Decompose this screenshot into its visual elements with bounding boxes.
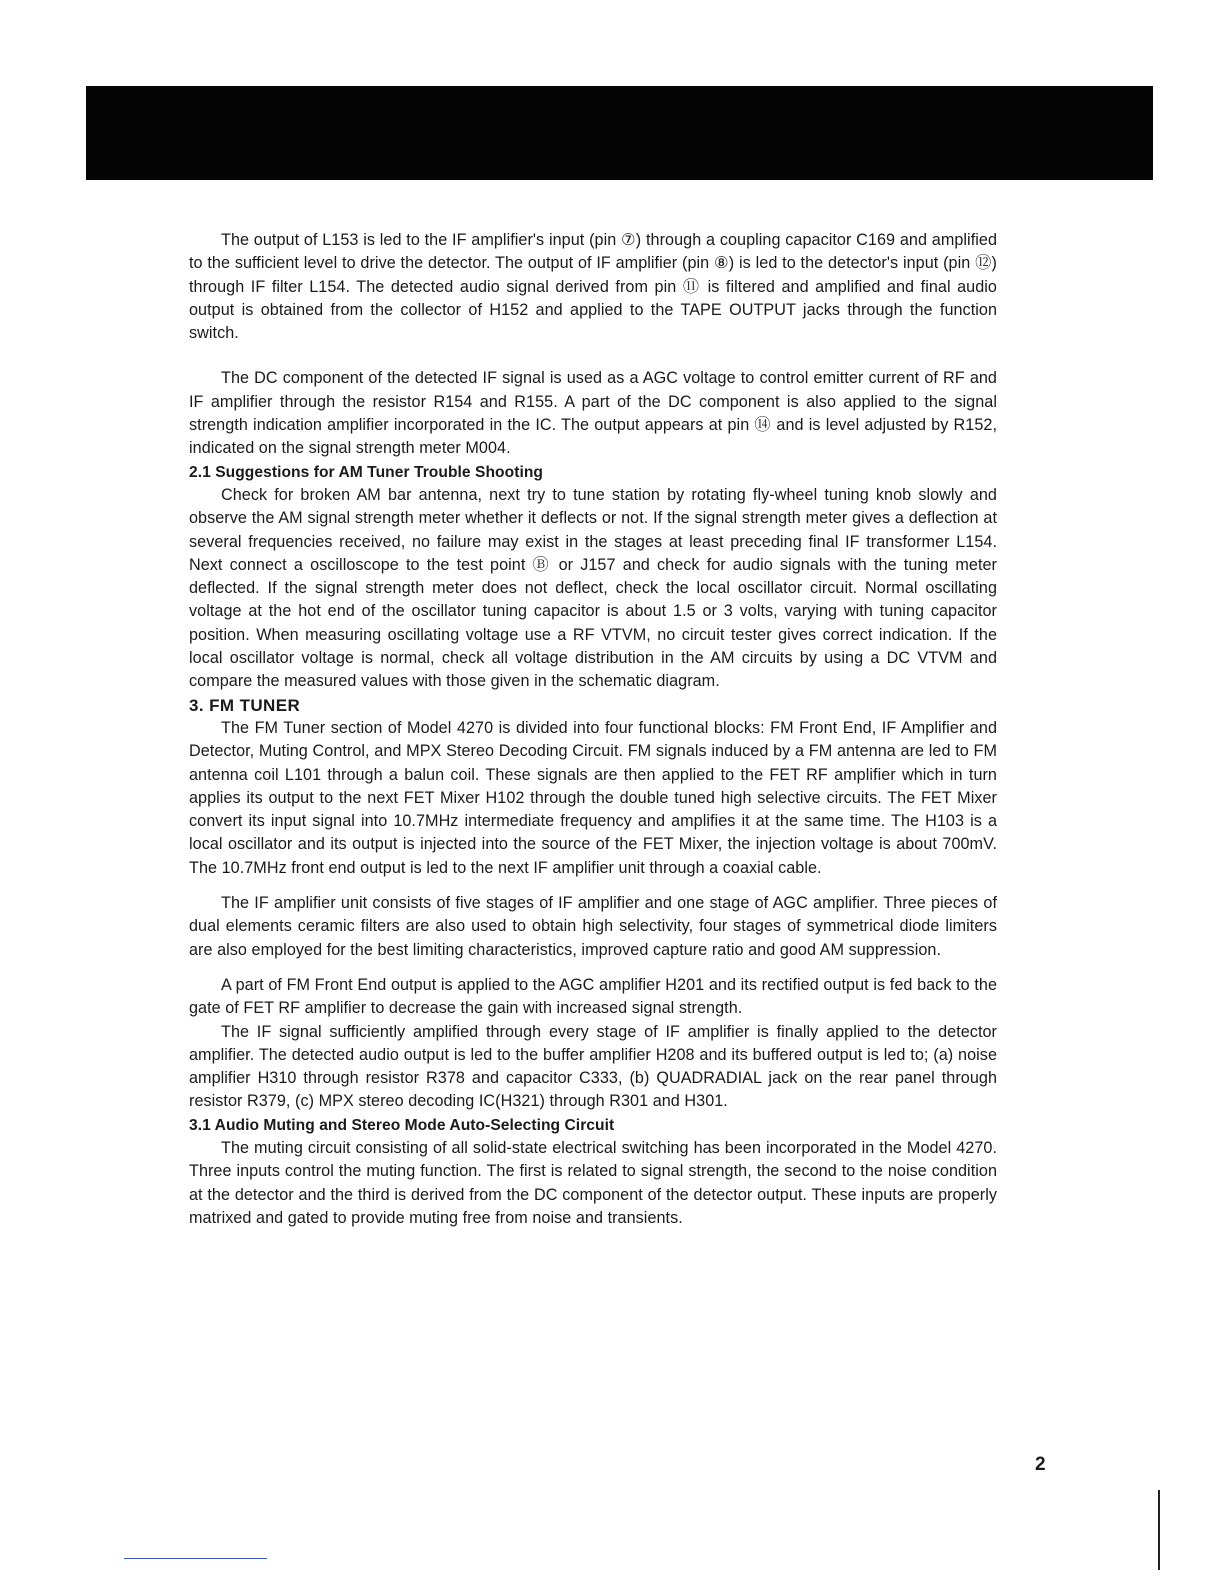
footer-rule	[124, 1558, 267, 1559]
paragraph-am-troubleshooting: Check for broken AM bar antenna, next try to tune station by rotating fly-wheel tuning knob slowly and observe the AM signal strength meter whether it deflects or not. If the signal strength meter gives a deflection at several frequencies received, no failure may exist in the stages at least preceding final IF transformer L154. Next connect a oscilloscope to the test point Ⓑ or J157 and check for audio signals with the tuning meter deflected. If the signal strength meter does not deflect, check the local oscillator circuit. Normal oscillating voltage at the hot end of the oscillator tuning capacitor is about 1.5 or 3 volts, varying with tuning capacitor position. When measuring oscillating voltage use a RF VTVM, no circuit tester gives correct indication. If the local oscillator voltage is normal, check all voltage distribution in the AM circuits by using a DC VTVM and compare the measured values with those given in the schematic diagram.	[189, 485, 997, 691]
paragraph-audio-muting: The muting circuit consisting of all solid-state electrical switching has been incorporated in the Model 4270. Three inputs control the muting function. The first is related to signal strength, the second to the noise condition at the detector and the third is derived from the DC component of the detector output. These inputs are properly matrixed and gated to provide muting free from noise and transients.	[189, 1138, 997, 1227]
section-heading-audio-muting: 3.1 Audio Muting and Stereo Mode Auto-Selecting Circuit	[189, 1116, 615, 1134]
page-number: 2	[1035, 1454, 1046, 1475]
paragraph-dc-component: The DC component of the detected IF signal is used as a AGC voltage to control emitter current of RF and IF amplifier through the resistor R154 and R155. A part of the DC component is also applied to the signal strength indication amplifier incorporated in the IC. The output appears at pin ⑭ and is level adjusted by R152, indicated on the signal strength meter M004.	[189, 369, 997, 458]
edge-rule	[1158, 1490, 1160, 1570]
section-heading-fm-tuner: 3. FM TUNER	[189, 695, 301, 715]
header-band	[86, 86, 1153, 180]
document-body	[189, 229, 997, 1230]
paragraph-if-amplifier: The output of L153 is led to the IF amplifier's input (pin ⑦) through a coupling capacitor C169 and amplified to the sufficient level to drive the detector. The output of IF amplifier (pin ⑧) is led to the detector's input (pin ⑫) through IF filter L154. The detected audio signal derived from pin ⑪ is filtered and amplified and final audio output is obtained from the collector of H152 and applied to the TAPE OUTPUT jacks through the function switch.	[189, 231, 997, 343]
paragraph-detector-amplifier: The IF signal sufficiently amplified through every stage of IF amplifier is finally applied to the detector amplifier. The detected audio output is led to the buffer amplifier H208 and its buffered output is led to; (a) noise amplifier H310 through resistor R378 and capacitor C333, (b) QUADRADIAL jack on the rear panel through resistor R379, (c) MPX stereo decoding IC(H321) through R301 and H301.	[189, 1022, 997, 1111]
paragraph-agc-amplifier: A part of FM Front End output is applied to the AGC amplifier H201 and its rectified output is fed back to the gate of FET RF amplifier to decrease the gain with increased signal strength.	[189, 975, 997, 1018]
paragraph-fm-tuner-blocks: The FM Tuner section of Model 4270 is divided into four functional blocks: FM Front End, IF Amplifier and Detector, Muting Control, and MPX Stereo Decoding Circuit. FM signals induced by a FM antenna are led to FM antenna coil L101 through a balun coil. These signals are then applied to the FET RF amplifier which in turn applies its output to the next FET Mixer H102 through the double tuned high selective circuits. The FET Mixer convert its input signal into 10.7MHz intermediate frequency and amplifies it at the same time. The H103 is a local oscillator and its output is injected into the source of the FET Mixer, the injection voltage is about 700mV. The 10.7MHz front end output is led to the next IF amplifier unit through a coaxial cable.	[189, 718, 997, 877]
section-heading-am-troubleshooting: 2.1 Suggestions for AM Tuner Trouble Shooting	[189, 463, 543, 481]
paragraph-if-amplifier-unit: The IF amplifier unit consists of five stages of IF amplifier and one stage of AGC amplifier. Three pieces of dual elements ceramic filters are also used to obtain high selectivity, four stages of symmetrical diode limiters are also employed for the best limiting characteristics, improved capture ratio and good AM suppression.	[189, 894, 997, 959]
